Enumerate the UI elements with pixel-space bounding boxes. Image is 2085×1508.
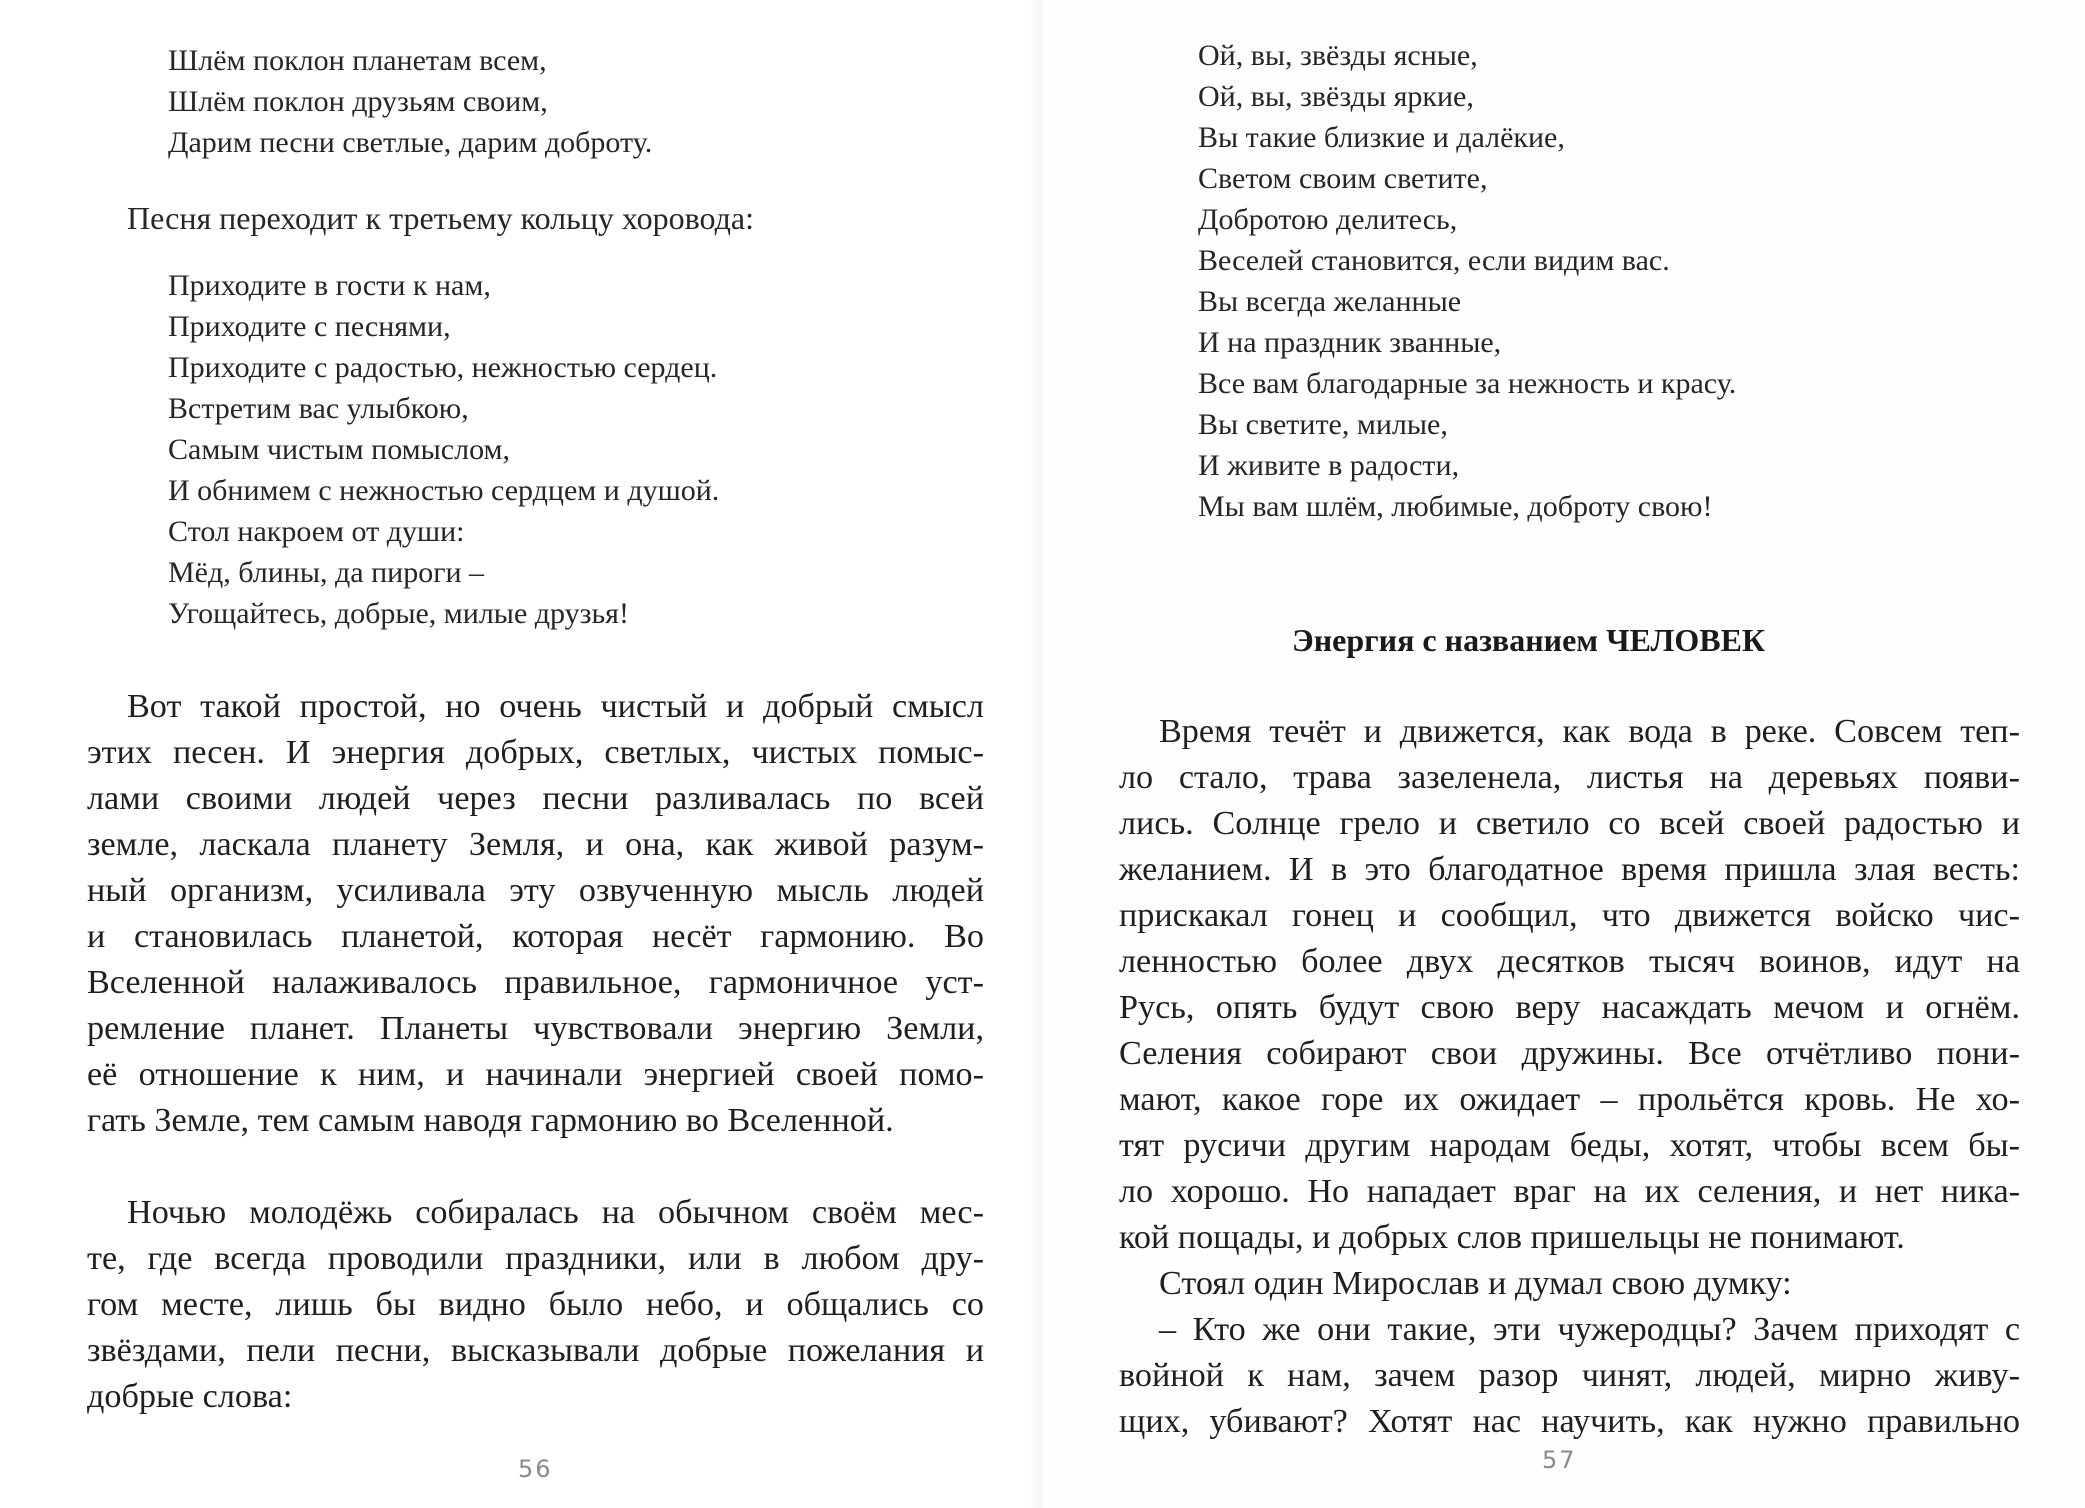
verse-line: Шлём поклон планетам всем, xyxy=(168,44,547,77)
text-line: ремление планет. Планеты чувствовали энергию Земли, xyxy=(87,1010,984,1047)
text-line: тят русичи другим народам беды, хотят, чтобы всем бы- xyxy=(1119,1127,2020,1164)
verse-stanza-2 xyxy=(168,265,719,634)
verse-line: Приходите с песнями, xyxy=(168,310,451,343)
text-line: её отношение к ним, и начинали энергией своей помо- xyxy=(87,1056,984,1093)
verse-line: Ой, вы, звёзды ясные, xyxy=(1198,39,1478,72)
verse-stanza-3 xyxy=(1198,35,1736,527)
text-line: войной к нам, зачем разор чинят, людей, мирно живу- xyxy=(1119,1357,2020,1394)
verse-line: И обнимем с нежностью сердцем и душой. xyxy=(168,474,720,507)
verse-stanza-1 xyxy=(168,40,652,163)
verse-line: Веселей становится, если видим вас. xyxy=(1198,244,1670,277)
verse-line: Вы такие близкие и далёкие, xyxy=(1198,121,1565,154)
text-line: гать Земле, тем самым наводя гармонию во Вселенной. xyxy=(87,1102,894,1139)
text-line: Стоял один Мирослав и думал свою думку: xyxy=(1159,1265,1792,1302)
verse-line: Стол накроем от души: xyxy=(168,515,465,548)
text-line: ло хорошо. Но нападает враг на их селения, и нет ника- xyxy=(1119,1173,2020,1210)
text-line: Селения собирают свои дружины. Все отчётливо пони- xyxy=(1119,1035,2020,1072)
verse-line: Самым чистым помыслом, xyxy=(168,433,510,466)
verse-line: Угощайтесь, добрые, милые друзья! xyxy=(168,597,629,630)
text-line: мают, какое горе их ожидает – прольётся кровь. Не хо- xyxy=(1119,1081,2020,1118)
text-line: этих песен. И энергия добрых, светлых, чистых помыс- xyxy=(87,734,984,771)
paragraph-harmony xyxy=(87,684,984,1144)
left-page xyxy=(0,0,1042,1508)
verse-line: Приходите в гости к нам, xyxy=(168,269,491,302)
paragraph-night-gathering xyxy=(87,1190,984,1420)
paragraph-invasion-news xyxy=(1119,709,2020,1445)
verse-line: Приходите с радостью, нежностью сердец. xyxy=(168,351,718,384)
verse-line: Мёд, блины, да пироги – xyxy=(168,556,485,589)
verse-line: И на праздник званные, xyxy=(1198,326,1502,359)
verse-line: Дарим песни светлые, дарим доброту. xyxy=(168,126,653,159)
verse-line: Все вам благодарные за нежность и красу. xyxy=(1198,367,1737,400)
page-number: 56 xyxy=(518,1455,553,1483)
text-line: те, где всегда проводили праздники, или в любом дру- xyxy=(87,1240,984,1277)
verse-line: И живите в радости, xyxy=(1198,449,1460,482)
text-line: звёздами, пели песни, высказывали добрые пожелания и xyxy=(87,1332,984,1369)
text-line: щих, убивают? Хотят нас научить, как нужно правильно xyxy=(1119,1403,2020,1440)
chapter-heading: Энергия с названием ЧЕЛОВЕК xyxy=(1292,622,1766,658)
text-line: Русь, опять будут свою веру насаждать мечом и огнём. xyxy=(1119,989,2020,1026)
text-line: прискакал гонец и сообщил, что движется войско чис- xyxy=(1119,897,2020,934)
text-line: Вот такой простой, но очень чистый и добрый смысл xyxy=(127,688,984,725)
right-page xyxy=(1042,0,2085,1508)
text-line: гом месте, лишь бы видно было небо, и общались со xyxy=(87,1286,984,1323)
lead-line: Песня переходит к третьему кольцу хоровода: xyxy=(127,200,754,236)
verse-line: Добротою делитесь, xyxy=(1198,203,1458,236)
text-line: желанием. И в это благодатное время пришла злая весть: xyxy=(1119,851,2020,888)
text-line: лись. Солнце грело и светило со всей своей радостью и xyxy=(1119,805,2020,842)
verse-line: Мы вам шлём, любимые, доброту свою! xyxy=(1198,490,1713,523)
verse-line: Шлём поклон друзьям своим, xyxy=(168,85,548,118)
text-line: Ночью молодёжь собиралась на обычном своём мес- xyxy=(127,1194,984,1231)
text-line: земле, ласкала планету Земля, и она, как живой разум- xyxy=(87,826,984,863)
text-line: Вселенной налаживалось правильное, гармоничное уст- xyxy=(87,964,984,1001)
verse-line: Светом своим светите, xyxy=(1198,162,1488,195)
verse-line: Вы всегда желанные xyxy=(1198,285,1462,318)
text-line: ный организм, усиливала эту озвученную мысль людей xyxy=(87,872,984,909)
text-line: ленностью более двух десятков тысяч воинов, идут на xyxy=(1119,943,2020,980)
text-line: добрые слова: xyxy=(87,1378,293,1415)
verse-line: Встретим вас улыбкою, xyxy=(168,392,469,425)
text-line: ло стало, трава зазеленела, листья на деревьях появи- xyxy=(1119,759,2020,796)
page-number: 57 xyxy=(1542,1446,1577,1474)
text-line: и становилась планетой, которая несёт гармонию. Во xyxy=(87,918,984,955)
verse-line: Вы светите, милые, xyxy=(1198,408,1448,441)
text-line: – Кто же они такие, эти чужеродцы? Зачем приходят с xyxy=(1159,1311,2020,1348)
text-line: кой пощады, и добрых слов пришельцы не понимают. xyxy=(1119,1219,1905,1256)
text-line: лами своими людей через песни разливалась по всей xyxy=(87,780,984,817)
text-line: Время течёт и движется, как вода в реке. Совсем теп- xyxy=(1159,713,2020,750)
verse-line: Ой, вы, звёзды яркие, xyxy=(1198,80,1474,113)
